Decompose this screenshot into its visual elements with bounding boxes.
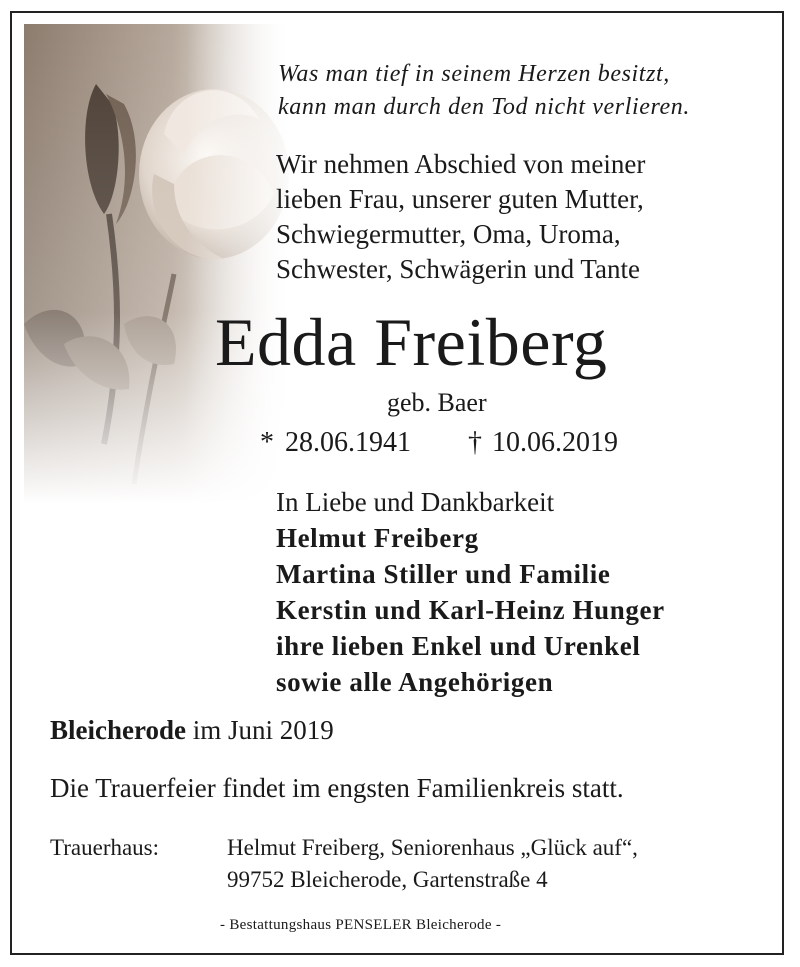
mourner-name: Helmut Freiberg <box>276 523 479 553</box>
ceremony-note: Die Trauerfeier findet im engsten Familienkreis statt. <box>50 773 624 803</box>
birth-name: geb. Baer <box>387 388 487 417</box>
intro-line-3: Schwiegermutter, Oma, Uroma, <box>276 219 621 249</box>
trauerhaus-line-2: 99752 Bleicherode, Gartenstraße 4 <box>227 867 548 892</box>
intro-line-4: Schwester, Schwägerin und Tante <box>276 254 640 284</box>
death-symbol: † <box>468 427 482 458</box>
trauerhaus-label: Trauerhaus: <box>50 835 160 860</box>
birth-date: 28.06.1941 <box>285 427 411 458</box>
mourner-name: Martina Stiller und Familie <box>276 559 611 589</box>
intro-line-1: Wir nehmen Abschied von meiner <box>276 149 646 179</box>
mourners-intro: In Liebe und Dankbarkeit <box>276 487 555 517</box>
place: Bleicherode <box>50 715 186 745</box>
deceased-name: Edda Freiberg <box>215 304 608 380</box>
place-date <box>50 715 334 746</box>
funeral-home-footer: - Bestattungshaus PENSELER Bleicherode - <box>220 917 502 933</box>
date: im Juni 2019 <box>192 715 334 745</box>
quote-line-1: Was man tief in seinem Herzen besitzt, <box>278 61 670 87</box>
birth-symbol: * <box>260 427 274 458</box>
mourner-name: ihre lieben Enkel und Urenkel <box>276 631 641 661</box>
trauerhaus-line-1: Helmut Freiberg, Seniorenhaus „Glück auf“, <box>227 835 638 860</box>
mourner-name: Kerstin und Karl-Heinz Hunger <box>276 595 665 625</box>
quote-line-2: kann man durch den Tod nicht verlieren. <box>278 94 691 120</box>
mourner-name: sowie alle Angehörigen <box>276 667 554 697</box>
death-date: 10.06.2019 <box>492 427 618 458</box>
rose-photo <box>24 24 294 504</box>
intro-line-2: lieben Frau, unserer guten Mutter, <box>276 184 644 214</box>
